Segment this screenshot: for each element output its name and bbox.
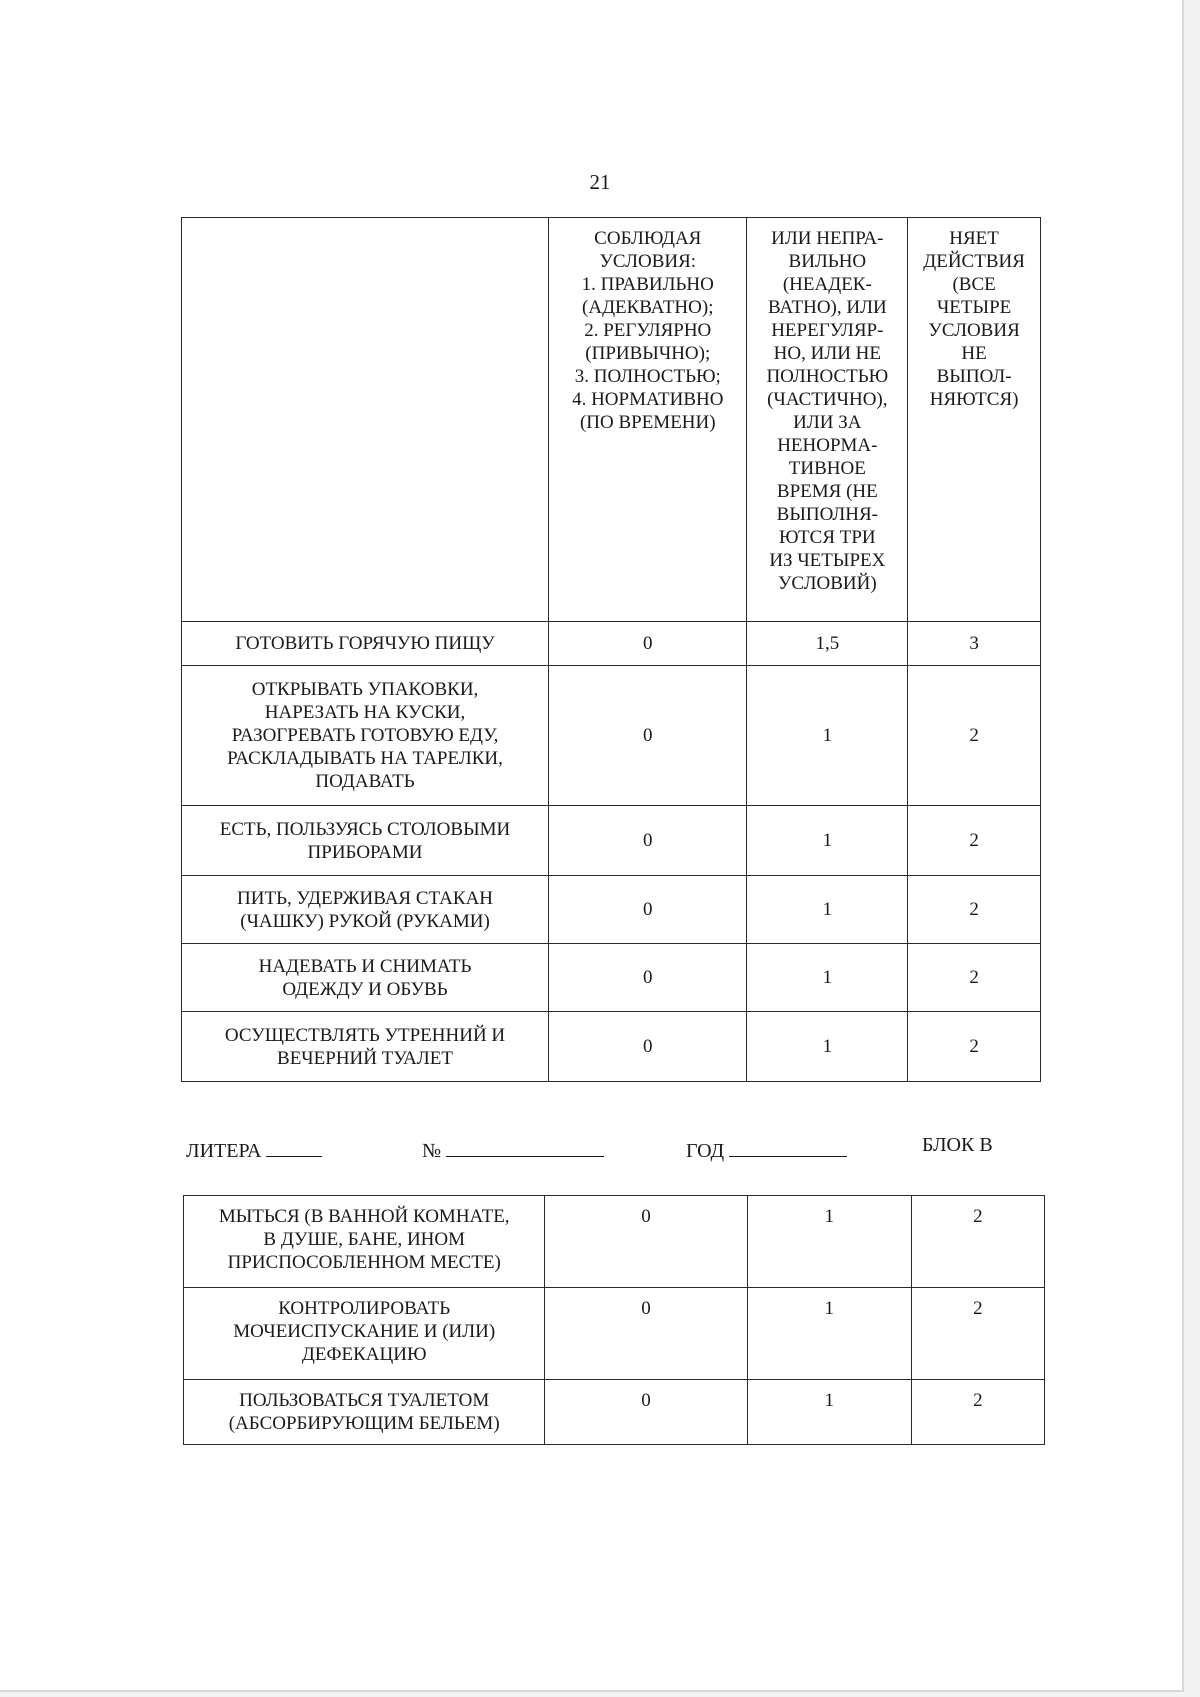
- score-cell: 2: [911, 1380, 1044, 1445]
- score-cell: 2: [908, 944, 1041, 1012]
- action-cell: НАДЕВАТЬ И СНИМАТЬ ОДЕЖДУ И ОБУВЬ: [182, 944, 549, 1012]
- score-cell: 1: [747, 876, 908, 944]
- score-cell: 0: [549, 806, 747, 876]
- table-row: [182, 876, 1041, 944]
- header-cell-not-performed: [908, 218, 1041, 622]
- header-cell-empty: [182, 218, 549, 622]
- score-cell: 1: [747, 1012, 908, 1082]
- number-blank: [446, 1138, 604, 1157]
- header-text: НЯЕТ ДЕЙСТВИЯ (ВСЕ ЧЕТЫРЕ УСЛОВИЯ НЕ ВЫПОЛ- НЯЮТСЯ): [923, 228, 1025, 410]
- score-cell: 1: [747, 1380, 911, 1445]
- table-row: [184, 1288, 1045, 1380]
- page-number: 21: [589, 170, 611, 194]
- assessment-table-b: [183, 1195, 1045, 1445]
- score-cell: 0: [545, 1288, 747, 1380]
- score-cell: 1: [747, 944, 908, 1012]
- score-cell: 2: [908, 1012, 1041, 1082]
- score-cell: 3: [908, 622, 1041, 666]
- score-cell: 1,5: [747, 622, 908, 666]
- action-cell: МЫТЬСЯ (В ВАННОЙ КОМНАТЕ, В ДУШЕ, БАНЕ, ИНОМ ПРИСПОСОБЛЕННОМ МЕСТЕ): [184, 1196, 545, 1288]
- litera-label: ЛИТЕРА: [186, 1140, 262, 1162]
- table-row: [182, 622, 1041, 666]
- score-cell: 1: [747, 666, 908, 806]
- score-cell: 1: [747, 1196, 911, 1288]
- action-cell: КОНТРОЛИРОВАТЬ МОЧЕИСПУСКАНИЕ И (ИЛИ) ДЕФЕКАЦИЮ: [184, 1288, 545, 1380]
- header-text: ИЛИ НЕПРА- ВИЛЬНО (НЕАДЕК- ВАТНО), ИЛИ НЕРЕГУЛЯР- НО, ИЛИ НЕ ПОЛНОСТЬЮ (ЧАСТИЧНО), ИЛИ ЗА НЕНОРМА- ТИВНОЕ ВРЕМЯ (НЕ ВЫПОЛНЯ- ЮТСЯ ТРИ ИЗ ЧЕТЫРЕХ УСЛОВИЙ): [766, 228, 889, 594]
- assessment-table-a: [181, 217, 1041, 1082]
- header-cell-compliant: [549, 218, 747, 622]
- action-cell: ПОЛЬЗОВАТЬСЯ ТУАЛЕТОМ (АБСОРБИРУЮЩИМ БЕЛЬЕМ): [184, 1380, 545, 1445]
- score-cell: 0: [545, 1196, 747, 1288]
- header-text: СОБЛЮДАЯ УСЛОВИЯ: 1. ПРАВИЛЬНО (АДЕКВАТНО); 2. РЕГУЛЯРНО (ПРИВЫЧНО); 3. ПОЛНОСТЬЮ; 4. НОРМАТИВНО (ПО ВРЕМЕНИ): [572, 228, 724, 433]
- score-cell: 2: [908, 666, 1041, 806]
- year-label: ГОД: [686, 1140, 725, 1162]
- table-row: [182, 1012, 1041, 1082]
- score-cell: 0: [549, 666, 747, 806]
- score-cell: 2: [911, 1196, 1044, 1288]
- score-cell: 0: [549, 944, 747, 1012]
- action-cell: ЕСТЬ, ПОЛЬЗУЯСЬ СТОЛОВЫМИ ПРИБОРАМИ: [182, 806, 549, 876]
- action-cell: ПИТЬ, УДЕРЖИВАЯ СТАКАН (ЧАШКУ) РУКОЙ (РУКАМИ): [182, 876, 549, 944]
- score-cell: 1: [747, 806, 908, 876]
- action-cell: ОТКРЫВАТЬ УПАКОВКИ, НАРЕЗАТЬ НА КУСКИ, РАЗОГРЕВАТЬ ГОТОВУЮ ЕДУ, РАСКЛАДЫВАТЬ НА ТАРЕЛКИ, ПОДАВАТЬ: [182, 666, 549, 806]
- table-row: [182, 944, 1041, 1012]
- table-row: [184, 1380, 1045, 1445]
- score-cell: 0: [549, 1012, 747, 1082]
- header-cell-partial: [747, 218, 908, 622]
- score-cell: 1: [747, 1288, 911, 1380]
- action-cell: ОСУЩЕСТВЛЯТЬ УТРЕННИЙ И ВЕЧЕРНИЙ ТУАЛЕТ: [182, 1012, 549, 1082]
- table-row: [182, 666, 1041, 806]
- year-field: [686, 1138, 847, 1163]
- score-cell: 2: [908, 806, 1041, 876]
- litera-blank: [266, 1138, 322, 1157]
- table-row: [182, 806, 1041, 876]
- score-cell: 2: [908, 876, 1041, 944]
- table-row: [184, 1196, 1045, 1288]
- year-blank: [729, 1138, 847, 1157]
- score-cell: 2: [911, 1288, 1044, 1380]
- number-label: №: [422, 1140, 442, 1162]
- number-field: [422, 1138, 604, 1163]
- score-cell: 0: [549, 622, 747, 666]
- litera-field: [186, 1138, 322, 1163]
- table-header-row: [182, 218, 1041, 622]
- score-cell: 0: [545, 1380, 747, 1445]
- score-cell: 0: [549, 876, 747, 944]
- block-label: БЛОК В: [922, 1134, 993, 1156]
- action-cell: ГОТОВИТЬ ГОРЯЧУЮ ПИЩУ: [182, 622, 549, 666]
- form-header-line: [186, 1134, 1006, 1168]
